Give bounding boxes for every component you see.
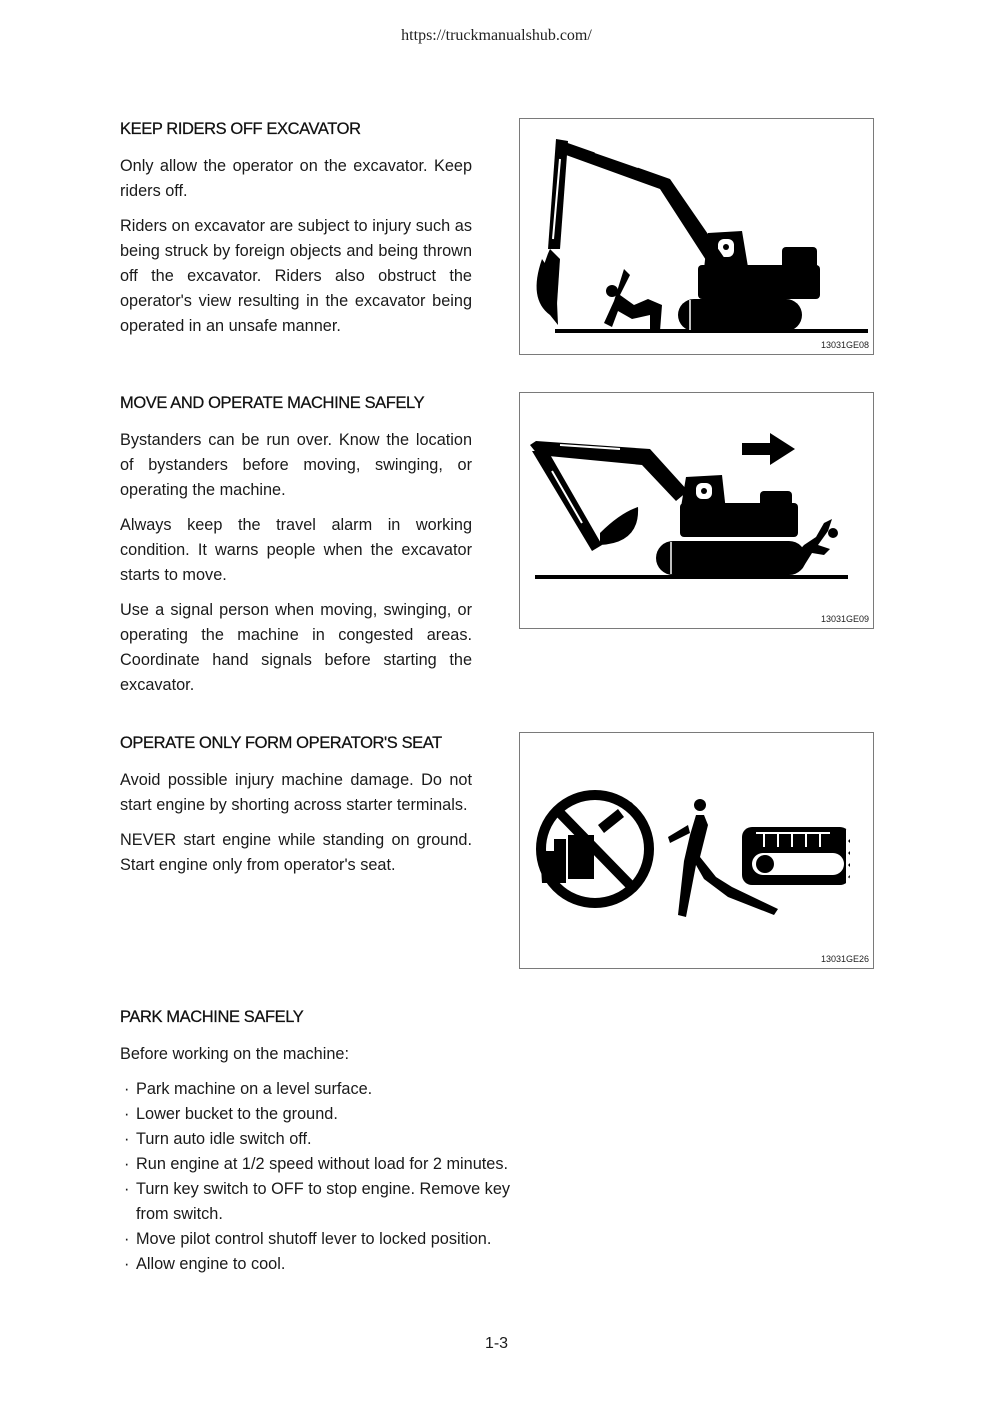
section-paragraph: Always keep the travel alarm in working condition. It warns people when the excavator starts to move.	[120, 516, 472, 584]
bullet-dot: ·	[124, 1155, 130, 1173]
list-item: · Park machine on a level surface.	[120, 1077, 526, 1102]
list-item: · Turn key switch to OFF to stop engine. Remove key from switch.	[120, 1177, 526, 1227]
figure-code: 13031GE26	[820, 954, 869, 964]
figure-code: 13031GE09	[820, 614, 869, 624]
section-paragraph: Before working on the machine:	[120, 1045, 349, 1063]
park-steps-list	[120, 1077, 511, 1277]
list-item: · Move pilot control shutoff lever to locked position.	[120, 1227, 526, 1252]
figure-move-and-operate	[519, 392, 874, 629]
section-title: OPERATE ONLY FORM OPERATOR'S SEAT	[120, 734, 442, 752]
figure-keep-riders-off	[519, 118, 874, 355]
section-park-machine-safely	[120, 1008, 511, 1277]
section-operate-only-from-seat	[120, 734, 472, 888]
bullet-dot: ·	[124, 1180, 130, 1198]
section-paragraph: NEVER start engine while standing on ground. Start engine only from operator's seat.	[120, 831, 472, 874]
section-title: MOVE AND OPERATE MACHINE SAFELY	[120, 394, 425, 412]
excavator-rider-falling-icon	[520, 119, 873, 354]
list-item: · Lower bucket to the ground.	[120, 1102, 526, 1127]
section-move-and-operate	[120, 394, 472, 708]
bullet-dot: ·	[124, 1080, 130, 1098]
bullet-dot: ·	[124, 1130, 130, 1148]
section-paragraph: Bystanders can be run over. Know the location of bystanders before moving, swinging, or operating the machine.	[120, 431, 472, 499]
bullet-dot: ·	[124, 1230, 130, 1248]
section-paragraph: Only allow the operator on the excavator. Keep riders off.	[120, 157, 472, 200]
excavator-bystander-run-over-icon	[520, 393, 873, 628]
section-paragraph: Avoid possible injury machine damage. Do not start engine by shorting across starter terminals.	[120, 771, 472, 814]
bullet-dot: ·	[124, 1105, 130, 1123]
page-number: 1-3	[484, 1335, 509, 1352]
list-item: · Allow engine to cool.	[120, 1252, 526, 1277]
section-title: PARK MACHINE SAFELY	[120, 1008, 304, 1026]
bullet-dot: ·	[124, 1255, 130, 1273]
figure-code: 13031GE08	[820, 340, 869, 350]
list-item: · Turn auto idle switch off.	[120, 1127, 526, 1152]
section-paragraph: Use a signal person when moving, swinging, or operating the machine in congested areas. Coordinate hand signals before starting the excavator.	[120, 601, 472, 694]
section-keep-riders-off	[120, 120, 472, 349]
figure-operate-only-from-seat	[519, 732, 874, 969]
header-url[interactable]: https://truckmanualshub.com/	[401, 27, 592, 44]
no-shorting-starter-icon	[520, 733, 873, 968]
section-paragraph: Riders on excavator are subject to injury such as being struck by foreign objects and being thrown off the excavator. Riders also obstruct the operator's view resulting in the excavator being operated in an unsafe manner.	[120, 217, 472, 335]
list-item: · Run engine at 1/2 speed without load for 2 minutes.	[120, 1152, 526, 1177]
section-title: KEEP RIDERS OFF EXCAVATOR	[120, 120, 361, 138]
